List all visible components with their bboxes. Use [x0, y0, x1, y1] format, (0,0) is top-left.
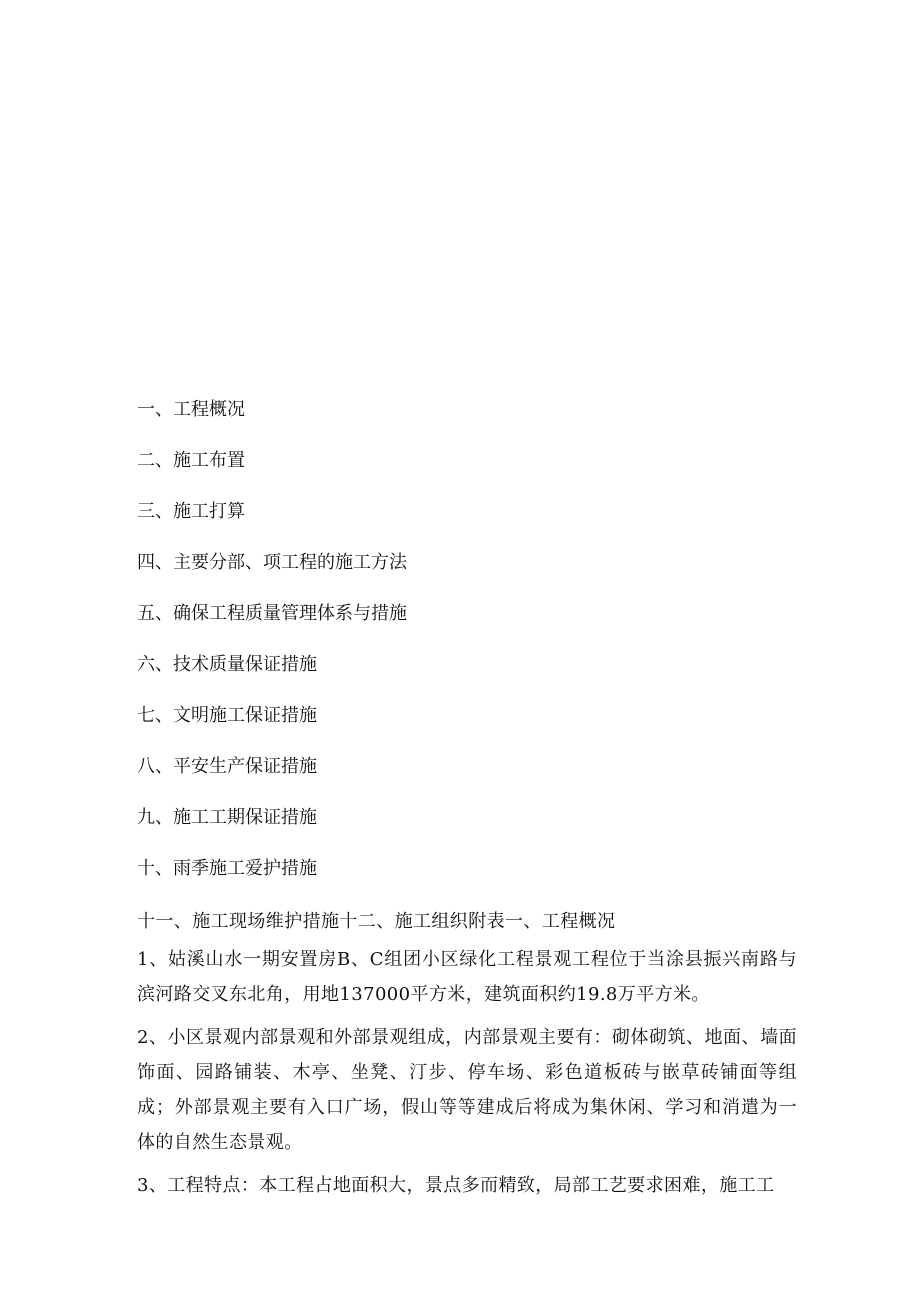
toc-item: 四、主要分部、项工程的施工方法 — [137, 552, 407, 573]
toc-continuation-line: 十一、施工现场维护措施十二、施工组织附表一、工程概况 — [137, 911, 616, 932]
paragraph-project-features: 3、工程特点：本工程占地面积大，景点多而精致，局部工艺要求困难，施工工 — [137, 1175, 775, 1196]
toc-item: 七、文明施工保证措施 — [137, 705, 317, 726]
toc-item: 十、雨季施工爱护措施 — [137, 858, 317, 879]
paragraph-landscape-composition: 2、小区景观内部景观和外部景观组成，内部景观主要有：砌体砌筑、地面、墙面饰面、园路铺装、木亭、坐凳、汀步、停车场、彩色道板砖与嵌草砖铺面等组成；外部景观主要有入口广场，假山等等建成后将成为集休闲、学习和消遣为一体的自然生态景观。 — [137, 1027, 797, 1153]
toc-item: 八、平安生产保证措施 — [137, 756, 317, 777]
table-of-contents — [137, 396, 797, 906]
toc-item: 九、施工工期保证措施 — [137, 807, 317, 828]
toc-item: 五、确保工程质量管理体系与措施 — [137, 603, 407, 624]
toc-item: 二、施工布置 — [137, 450, 245, 471]
paragraph-project-location: 1、姑溪山水一期安置房B、C组团小区绿化工程景观工程位于当涂县振兴南路与滨河路交叉东北角，用地137000平方米，建筑面积约19.8万平方米。 — [137, 949, 797, 1005]
toc-item: 六、技术质量保证措施 — [137, 654, 317, 675]
body-text — [137, 908, 797, 1211]
toc-item: 三、施工打算 — [137, 501, 245, 522]
toc-item: 一、工程概况 — [137, 399, 245, 420]
